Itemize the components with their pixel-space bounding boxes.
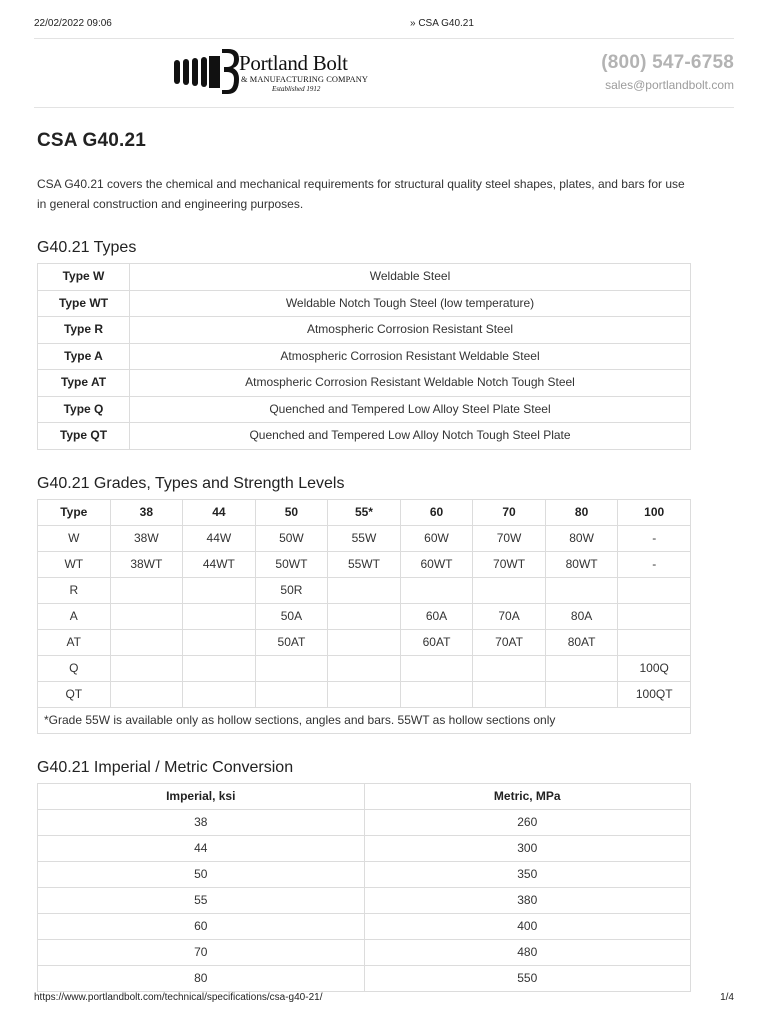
grade-cell: 70A: [473, 603, 546, 629]
grade-cell: [400, 655, 473, 681]
table-row: [38, 861, 691, 887]
grade-cell: [183, 603, 256, 629]
grade-cell: [110, 655, 183, 681]
table-row: [38, 577, 691, 603]
grade-cell: 70AT: [473, 629, 546, 655]
metric-cell: 260: [364, 809, 691, 835]
conversion-heading: G40.21 Imperial / Metric Conversion: [37, 758, 294, 776]
imperial-cell: 50: [38, 861, 365, 887]
grade-cell: [400, 681, 473, 707]
column-header: Type: [38, 499, 111, 525]
type-description-cell: Atmospheric Corrosion Resistant Weldable Notch Tough Steel: [130, 370, 691, 397]
table-row: [38, 603, 691, 629]
grade-cell: [328, 577, 401, 603]
grade-cell: [473, 681, 546, 707]
metric-cell: 400: [364, 913, 691, 939]
type-description-cell: Atmospheric Corrosion Resistant Weldable Steel: [130, 343, 691, 370]
grade-cell: [328, 603, 401, 629]
grade-cell: 60A: [400, 603, 473, 629]
grade-cell: 50R: [255, 577, 328, 603]
grade-cell: 50A: [255, 603, 328, 629]
type-code-cell: Type A: [38, 343, 130, 370]
grade-cell: 50WT: [255, 551, 328, 577]
imperial-cell: 60: [38, 913, 365, 939]
grade-cell: [545, 681, 618, 707]
table-header-row: [38, 783, 691, 809]
type-code-cell: Type QT: [38, 423, 130, 450]
grade-cell: -: [618, 525, 691, 551]
imperial-cell: 38: [38, 809, 365, 835]
conversion-table: [37, 783, 691, 992]
table-row: [38, 264, 691, 291]
grade-cell: [328, 629, 401, 655]
table-row: [38, 290, 691, 317]
imperial-cell: 55: [38, 887, 365, 913]
type-code-cell: Type WT: [38, 290, 130, 317]
table-row: [38, 835, 691, 861]
type-code-cell: Type Q: [38, 396, 130, 423]
table-header-row: [38, 499, 691, 525]
table-row: [38, 423, 691, 450]
column-header: Imperial, ksi: [38, 783, 365, 809]
brand-established: Established 1912: [272, 85, 321, 93]
grade-cell: [110, 577, 183, 603]
grade-cell: 60WT: [400, 551, 473, 577]
grade-cell: -: [618, 551, 691, 577]
type-cell: R: [38, 577, 111, 603]
grade-cell: [255, 655, 328, 681]
types-heading: G40.21 Types: [37, 239, 137, 256]
contact-info: [601, 52, 734, 92]
grade-cell: 80A: [545, 603, 618, 629]
column-header: 70: [473, 499, 546, 525]
brand-subtitle: & MANUFACTURING COMPANY: [241, 75, 369, 84]
grade-cell: 44WT: [183, 551, 256, 577]
table-row: [38, 939, 691, 965]
table-row: [38, 370, 691, 397]
footnote: *Grade 55W is available only as hollow sections, angles and bars. 55WT as hollow sections only: [38, 707, 691, 733]
grade-cell: 50W: [255, 525, 328, 551]
type-cell: Q: [38, 655, 111, 681]
grade-cell: [328, 655, 401, 681]
column-header: 60: [400, 499, 473, 525]
grades-heading: G40.21 Grades, Types and Strength Levels: [37, 474, 345, 492]
brand-name: Portland Bolt: [239, 51, 348, 75]
type-code-cell: Type W: [38, 264, 130, 291]
type-description-cell: Weldable Steel: [130, 264, 691, 291]
types-table: [37, 263, 691, 450]
phone-link[interactable]: (800) 547-6758: [601, 52, 734, 73]
grade-cell: [110, 603, 183, 629]
grade-cell: 38W: [110, 525, 183, 551]
column-header: 100: [618, 499, 691, 525]
print-header: [34, 18, 734, 32]
type-code-cell: Type AT: [38, 370, 130, 397]
table-row: [38, 525, 691, 551]
table-row: [38, 551, 691, 577]
column-header: 55*: [328, 499, 401, 525]
grade-cell: 55WT: [328, 551, 401, 577]
page-url: https://www.portlandbolt.com/technical/specifications/csa-g40-21/: [34, 992, 323, 1003]
imperial-cell: 70: [38, 939, 365, 965]
grade-cell: 70WT: [473, 551, 546, 577]
portland-bolt-logo[interactable]: [172, 46, 382, 100]
email-link[interactable]: sales@portlandbolt.com: [605, 78, 734, 92]
table-row: [38, 681, 691, 707]
metric-cell: 380: [364, 887, 691, 913]
grade-cell: [545, 577, 618, 603]
intro-paragraph: CSA G40.21 covers the chemical and mechanical requirements for structural quality steel shapes, plates, and bars for use in general construction and engineering purposes.: [37, 177, 685, 211]
type-description-cell: Atmospheric Corrosion Resistant Steel: [130, 317, 691, 344]
column-header: 38: [110, 499, 183, 525]
type-description-cell: Weldable Notch Tough Steel (low temperature): [130, 290, 691, 317]
column-header: 44: [183, 499, 256, 525]
grade-cell: [110, 629, 183, 655]
grade-cell: 38WT: [110, 551, 183, 577]
grade-cell: 80W: [545, 525, 618, 551]
table-row: [38, 965, 691, 991]
metric-cell: 350: [364, 861, 691, 887]
print-document-title: » CSA G40.21: [410, 18, 474, 29]
grade-cell: [110, 681, 183, 707]
imperial-cell: 80: [38, 965, 365, 991]
column-header: 50: [255, 499, 328, 525]
grade-cell: [183, 681, 256, 707]
grade-cell: [618, 603, 691, 629]
grade-cell: [183, 629, 256, 655]
grade-cell: 44W: [183, 525, 256, 551]
table-row: [38, 887, 691, 913]
table-row: [38, 396, 691, 423]
metric-cell: 300: [364, 835, 691, 861]
grades-table: [37, 499, 691, 734]
print-date: 22/02/2022 09:06: [34, 18, 112, 29]
type-cell: A: [38, 603, 111, 629]
grade-cell: [473, 577, 546, 603]
grade-cell: 70W: [473, 525, 546, 551]
grade-cell: [183, 577, 256, 603]
page-number: 1/4: [720, 992, 734, 1003]
table-row: [38, 629, 691, 655]
grade-cell: [618, 577, 691, 603]
grade-cell: 80WT: [545, 551, 618, 577]
grade-cell: 60W: [400, 525, 473, 551]
grade-cell: 55W: [328, 525, 401, 551]
footnote-row: [38, 707, 691, 733]
bolt-logo-icon: [172, 46, 240, 100]
grade-cell: [400, 577, 473, 603]
column-header: Metric, MPa: [364, 783, 691, 809]
grade-cell: [183, 655, 256, 681]
type-cell: QT: [38, 681, 111, 707]
table-row: [38, 809, 691, 835]
type-code-cell: Type R: [38, 317, 130, 344]
grade-cell: 60AT: [400, 629, 473, 655]
table-row: [38, 655, 691, 681]
imperial-cell: 44: [38, 835, 365, 861]
metric-cell: 550: [364, 965, 691, 991]
metric-cell: 480: [364, 939, 691, 965]
table-row: [38, 913, 691, 939]
type-description-cell: Quenched and Tempered Low Alloy Steel Plate Steel: [130, 396, 691, 423]
grade-cell: 50AT: [255, 629, 328, 655]
grade-cell: [473, 655, 546, 681]
grade-cell: [618, 629, 691, 655]
type-cell: AT: [38, 629, 111, 655]
column-header: 80: [545, 499, 618, 525]
table-row: [38, 317, 691, 344]
type-cell: W: [38, 525, 111, 551]
grade-cell: 100Q: [618, 655, 691, 681]
table-row: [38, 343, 691, 370]
divider: [34, 38, 734, 39]
type-cell: WT: [38, 551, 111, 577]
type-description-cell: Quenched and Tempered Low Alloy Notch Tough Steel Plate: [130, 423, 691, 450]
grade-cell: [328, 681, 401, 707]
grade-cell: [255, 681, 328, 707]
grade-cell: 100QT: [618, 681, 691, 707]
grade-cell: [545, 655, 618, 681]
page-title: CSA G40.21: [37, 130, 147, 151]
grade-cell: 80AT: [545, 629, 618, 655]
divider: [34, 107, 734, 108]
main-content: [37, 130, 691, 992]
